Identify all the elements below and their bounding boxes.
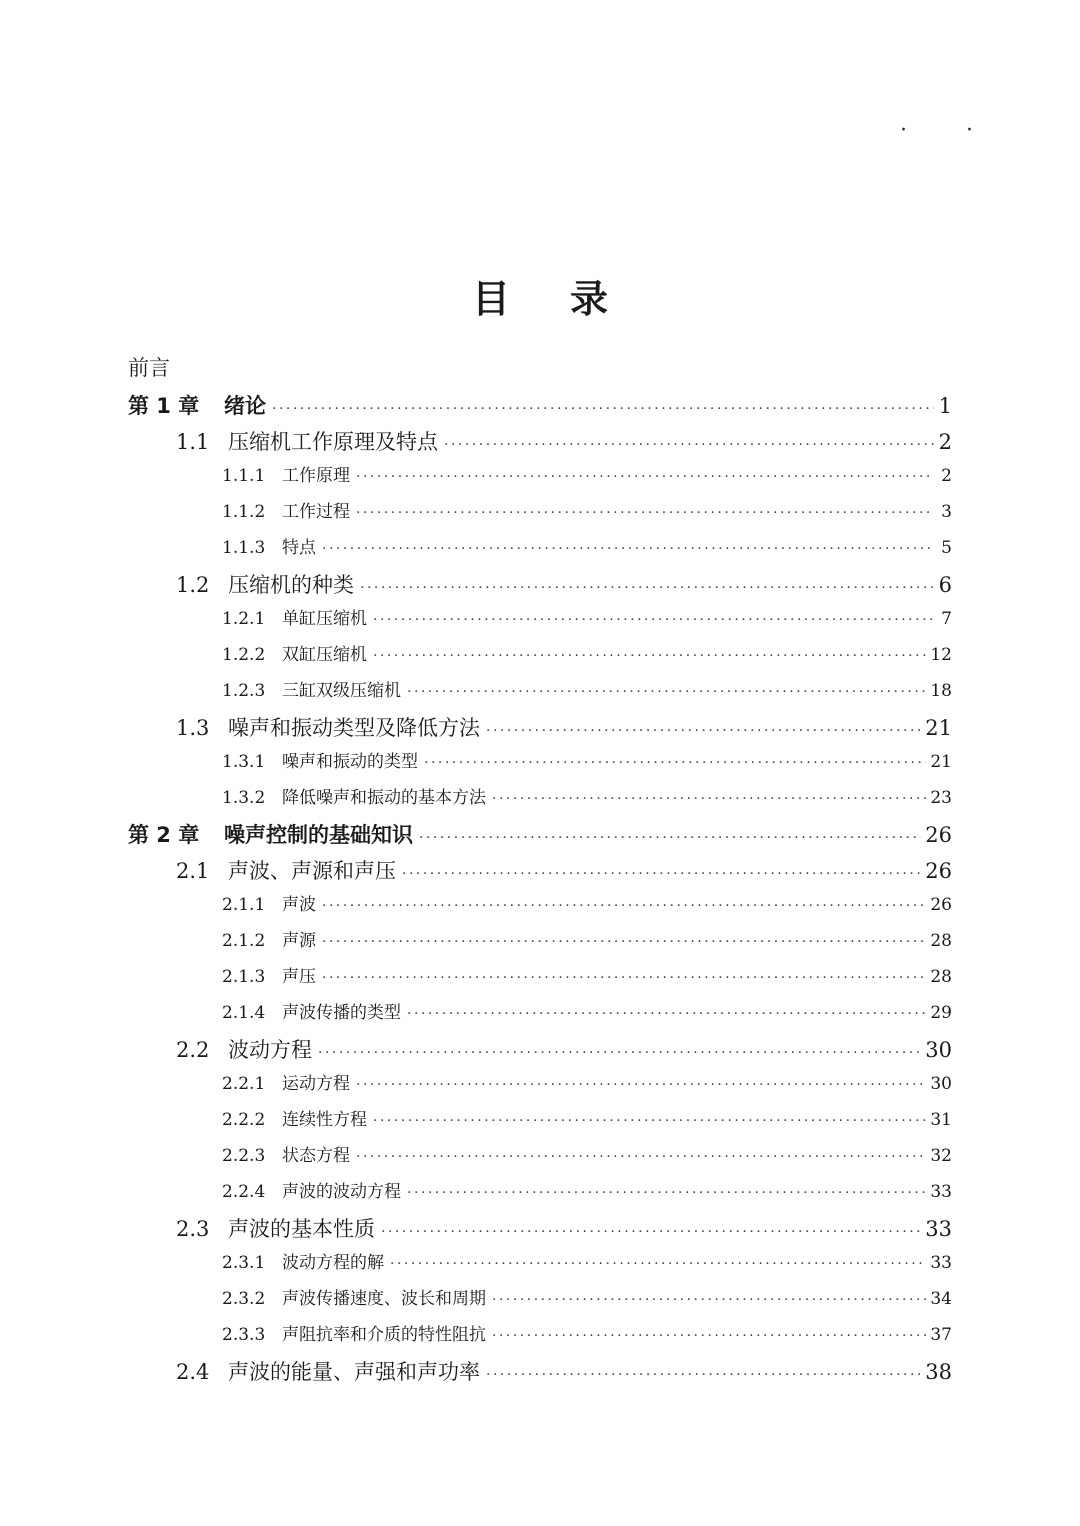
toc-entry-title: 声压 (282, 967, 316, 987)
toc-entry-page: 28 (930, 967, 952, 987)
dot-leader (356, 505, 934, 521)
dot-leader (492, 1292, 926, 1308)
toc-entry-number: 1.3.2 (222, 788, 266, 808)
toc-entry-number: 2.3 (176, 1217, 210, 1241)
toc-entry-number: 2.3.3 (222, 1325, 266, 1345)
dot-leader (322, 541, 934, 557)
toc-subsection[interactable] (128, 1177, 952, 1213)
toc-section[interactable] (128, 1213, 952, 1248)
toc-entry-page: 32 (930, 1146, 952, 1166)
toc-entry-title: 声波传播的类型 (282, 1003, 401, 1023)
toc-entry-number: 2.1.1 (222, 895, 266, 915)
toc-subsection[interactable] (128, 1284, 952, 1320)
dot-leader (356, 469, 934, 485)
toc-entry-page: 6 (938, 573, 952, 597)
toc-entry-number: 1.2.2 (222, 645, 266, 665)
toc-subsection[interactable] (128, 783, 952, 819)
toc-entry-title: 声波传播速度、波长和周期 (282, 1289, 486, 1309)
toc-section[interactable] (128, 426, 952, 461)
toc-entry-page: 30 (930, 1074, 952, 1094)
toc-entry-title: 声阻抗率和介质的特性阻抗 (282, 1325, 486, 1345)
toc-entry-title: 声波 (282, 895, 316, 915)
toc-entry-page: 26 (930, 895, 952, 915)
toc-entry-page: 26 (925, 823, 952, 847)
toc-entry-number: 2.1.3 (222, 967, 266, 987)
toc-subsection[interactable] (128, 1105, 952, 1141)
toc-entry-number: 2.3.1 (222, 1253, 266, 1273)
toc-entry-number: 1.2 (176, 573, 210, 597)
toc-entry-number: 1.1 (176, 430, 210, 454)
toc-entry-page: 2 (938, 430, 952, 454)
dot-leader (356, 1149, 926, 1165)
toc-entry-page: 7 (941, 609, 952, 629)
toc-entry-page: 23 (930, 788, 952, 808)
toc-entry-page: 33 (925, 1217, 952, 1241)
toc-entry-number: 2.1 (176, 859, 210, 883)
toc-entry-number: 1.1.3 (222, 538, 266, 558)
dot-leader (381, 1224, 921, 1240)
dot-leader (373, 1113, 926, 1129)
toc-entry-number: 2.3.2 (222, 1289, 266, 1309)
toc-subsection[interactable] (128, 604, 952, 640)
toc-entry-page: 12 (930, 645, 952, 665)
toc-entry-title: 连续性方程 (282, 1110, 367, 1130)
dot-leader (318, 1045, 921, 1061)
toc-preface[interactable] (128, 352, 952, 390)
toc-entry-title: 声波、声源和声压 (228, 859, 396, 883)
toc-chapter[interactable] (128, 819, 952, 855)
toc-section[interactable] (128, 1356, 952, 1391)
toc-entry-title: 波动方程的解 (282, 1253, 384, 1273)
toc-entry-title: 特点 (282, 538, 316, 558)
toc-section[interactable] (128, 855, 952, 890)
toc-entry-page: 33 (930, 1182, 952, 1202)
toc-entry-title: 压缩机的种类 (228, 573, 354, 597)
toc-entry-number: 2.1.4 (222, 1003, 266, 1023)
dot-leader (356, 1077, 926, 1093)
toc-entry-page: 3 (941, 502, 952, 522)
toc-entry-title: 波动方程 (228, 1038, 312, 1062)
toc-entry-title: 声源 (282, 931, 316, 951)
toc-entry-title: 双缸压缩机 (282, 645, 367, 665)
toc-entry-title: 绪论 (224, 394, 266, 418)
toc-entry-title: 三缸双级压缩机 (282, 681, 401, 701)
dot-leader (390, 1256, 926, 1272)
toc-preface-label: 前言 (128, 356, 170, 380)
dot-leader (407, 684, 926, 700)
toc-subsection[interactable] (128, 676, 952, 712)
toc-entry-number: 2.1.2 (222, 931, 266, 951)
toc-entry-number: 2.2.1 (222, 1074, 266, 1094)
dot-leader (486, 723, 921, 739)
toc-entry-page: 21 (925, 716, 952, 740)
dot-leader (419, 830, 921, 846)
toc-entry-title: 噪声和振动的类型 (282, 752, 418, 772)
toc-entry-number: 2.2.3 (222, 1146, 266, 1166)
toc-subsection[interactable] (128, 1141, 952, 1177)
dot-leader (402, 866, 921, 882)
toc-entry-page: 5 (941, 538, 952, 558)
toc-entry-page: 37 (930, 1325, 952, 1345)
toc-entry-title: 单缸压缩机 (282, 609, 367, 629)
toc-entry-number: 1.2.3 (222, 681, 266, 701)
table-of-contents (128, 352, 952, 1391)
dot-leader (373, 612, 934, 628)
dot-leader (407, 1185, 926, 1201)
toc-subsection[interactable] (128, 497, 952, 533)
toc-subsection[interactable] (128, 747, 952, 783)
dot-leader (444, 437, 934, 453)
toc-entry-title: 噪声和振动类型及降低方法 (228, 716, 480, 740)
dot-leader (322, 898, 926, 914)
toc-entry-number: 1.1.2 (222, 502, 266, 522)
toc-section[interactable] (128, 712, 952, 747)
dot-leader (322, 934, 926, 950)
toc-entry-number: 1.3 (176, 716, 210, 740)
toc-entry-page: 29 (930, 1003, 952, 1023)
toc-entry-page: 21 (930, 752, 952, 772)
toc-entry-page: 30 (925, 1038, 952, 1062)
toc-entry-number: 2.2 (176, 1038, 210, 1062)
toc-entry-number: 2.4 (176, 1360, 210, 1384)
toc-subsection[interactable] (128, 461, 952, 497)
page-title: 目录 (471, 277, 668, 321)
toc-entry-title: 降低噪声和振动的基本方法 (282, 788, 486, 808)
toc-subsection[interactable] (128, 1069, 952, 1105)
toc-entry-page: 28 (930, 931, 952, 951)
dot-leader (322, 970, 926, 986)
toc-entry-number: 1.3.1 (222, 752, 266, 772)
toc-entry-title: 压缩机工作原理及特点 (228, 430, 438, 454)
toc-entry-number: 1.2.1 (222, 609, 266, 629)
toc-subsection[interactable] (128, 533, 952, 569)
toc-entry-page: 18 (930, 681, 952, 701)
corner-marks: · · (900, 118, 999, 143)
toc-subsection[interactable] (128, 998, 952, 1034)
dot-leader (424, 755, 926, 771)
toc-entry-page: 2 (941, 466, 952, 486)
toc-subsection[interactable] (128, 1248, 952, 1284)
toc-subsection[interactable] (128, 1320, 952, 1356)
dot-leader (272, 401, 934, 417)
toc-entry-title: 声波的波动方程 (282, 1182, 401, 1202)
toc-entry-number: 2.2.4 (222, 1182, 266, 1202)
toc-subsection[interactable] (128, 962, 952, 998)
toc-entry-number: 2.2.2 (222, 1110, 266, 1130)
toc-entry-page: 38 (925, 1360, 952, 1384)
toc-entry-title: 声波的基本性质 (228, 1217, 375, 1241)
toc-entry-page: 33 (930, 1253, 952, 1273)
toc-section[interactable] (128, 1034, 952, 1069)
toc-entry-page: 31 (930, 1110, 952, 1130)
toc-entry-title: 工作过程 (282, 502, 350, 522)
toc-subsection[interactable] (128, 926, 952, 962)
toc-section[interactable] (128, 569, 952, 604)
dot-leader (373, 648, 926, 664)
dot-leader (407, 1006, 926, 1022)
toc-entry-title: 状态方程 (282, 1146, 350, 1166)
toc-chapter[interactable] (128, 390, 952, 426)
toc-entry-page: 34 (930, 1289, 952, 1309)
toc-entry-page: 1 (938, 394, 952, 418)
toc-entry-title: 声波的能量、声强和声功率 (228, 1360, 480, 1384)
dot-leader (486, 1367, 921, 1383)
toc-entry-number: 第 1 章 (128, 394, 200, 418)
toc-entry-number: 1.1.1 (222, 466, 266, 486)
toc-entry-title: 运动方程 (282, 1074, 350, 1094)
toc-subsection[interactable] (128, 640, 952, 676)
toc-entry-title: 工作原理 (282, 466, 350, 486)
dot-leader (492, 1328, 926, 1344)
toc-subsection[interactable] (128, 890, 952, 926)
toc-entry-number: 第 2 章 (128, 823, 200, 847)
dot-leader (492, 791, 926, 807)
toc-entry-page: 26 (925, 859, 952, 883)
toc-entry-title: 噪声控制的基础知识 (224, 823, 413, 847)
dot-leader (360, 580, 934, 596)
